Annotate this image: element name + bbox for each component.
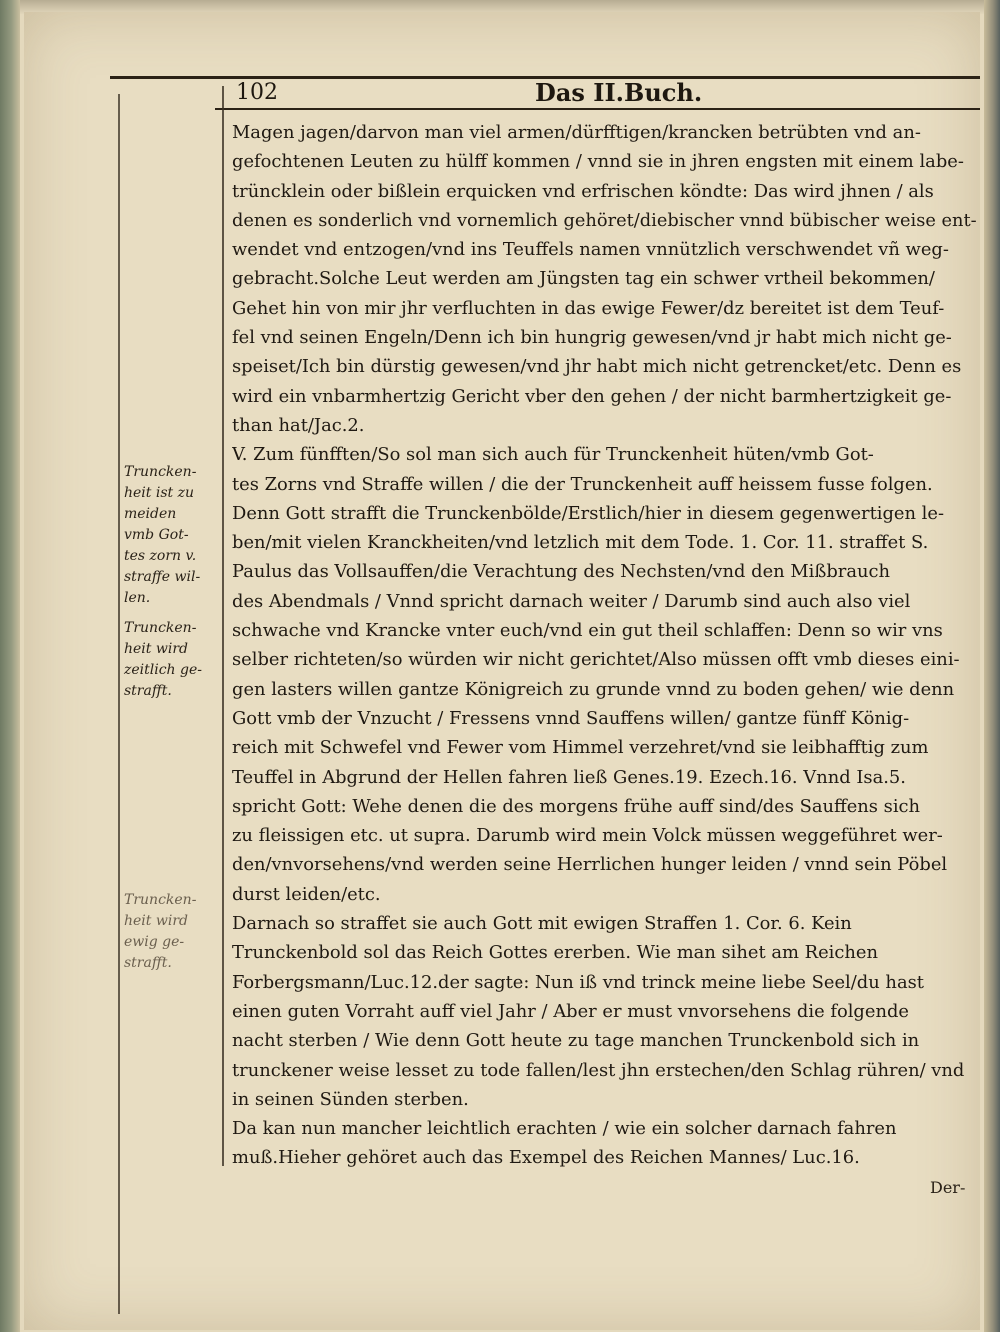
margin-note-line: strafft.: [124, 955, 172, 971]
text-line: denen es sonderlich vnd vornemlich gehöret/diebischer vnnd bübischer weise ent-: [232, 209, 977, 231]
subheader-rule: [215, 108, 980, 110]
text-line: Paulus das Vollsauffen/die Verachtung des Nechsten/vnd den Mißbrauch: [232, 561, 891, 583]
text-line: Trunckenbold sol das Reich Gottes ererben. Wie man sihet am Reichen: [232, 942, 879, 964]
text-line: zu fleissigen etc. ut supra. Darumb wird mein Volck müssen weggeführet wer-: [232, 825, 943, 847]
margin-note-line: Truncken-: [124, 892, 197, 908]
text-line: trüncklein oder bißlein erquicken vnd erfrischen köndte: Das wird jhnen / als: [232, 180, 934, 202]
margin-note-line: straffe wil-: [124, 569, 201, 585]
text-line: reich mit Schwefel vnd Fewer vom Himmel verzehret/vnd sie leibhafftig zum: [232, 737, 929, 759]
margin-note-line: strafft.: [124, 683, 172, 699]
text-line: ben/mit vielen Kranckheiten/vnd letzlich mit dem Tode. 1. Cor. 11. straffet S.: [232, 532, 929, 554]
catchword: Der-: [930, 1178, 966, 1197]
margin-rule-left: [118, 94, 120, 1314]
text-column-rule: [222, 86, 224, 1166]
text-line: than hat/Jac.2.: [232, 414, 365, 436]
text-line: den/vnvorsehens/vnd werden seine Herrlichen hunger leiden / vnnd sein Pöbel: [232, 854, 948, 876]
margin-note-line: len.: [124, 590, 151, 606]
text-line: fel vnd seinen Engeln/Denn ich bin hungrig gewesen/vnd jr habt mich nicht ge-: [232, 327, 952, 349]
book-binding-edge: [0, 0, 20, 1332]
margin-note-1: [124, 462, 200, 609]
text-line: speiset/Ich bin dürstig gewesen/vnd jhr habt mich nicht getrencket/etc. Denn es: [232, 356, 962, 378]
text-line: Teuffel in Abgrund der Hellen fahren ließ Genes.19. Ezech.16. Vnnd Isa.5.: [232, 766, 906, 788]
margin-note-line: heit wird: [124, 641, 188, 657]
text-line: Magen jagen/darvon man viel armen/dürfftigen/krancken betrübten vnd an-: [232, 122, 921, 143]
text-line: wendet vnd entzogen/vnd ins Teuffels namen vnnützlich verschwendet vñ weg-: [232, 239, 949, 261]
margin-note-2: [124, 618, 202, 702]
margin-note-line: meiden: [124, 506, 177, 522]
text-line: gebracht.Solche Leut werden am Jüngsten tag ein schwer vrtheil bekommen/: [232, 268, 935, 290]
margin-note-line: Truncken-: [124, 464, 197, 480]
text-line: selber richteten/so würden wir nicht gerichtet/Also müssen offt vmb dieses eini-: [232, 649, 960, 671]
running-head: Das II.Buch.: [535, 78, 703, 107]
margin-note-3: [124, 890, 196, 974]
text-line: des Abendmals / Vnnd spricht darnach weiter / Darumb sind auch also viel: [232, 590, 911, 612]
margin-note-line: tes zorn v.: [124, 548, 197, 564]
text-line: gen lasters willen gantze Königreich zu grunde vnnd zu boden gehen/ wie denn: [232, 678, 955, 700]
text-line: Darnach so straffet sie auch Gott mit ewigen Straffen 1. Cor. 6. Kein: [232, 913, 852, 935]
page-number: 102: [236, 80, 278, 105]
text-line: gefochtenen Leuten zu hülff kommen / vnnd sie in jhren engsten mit einem labe-: [232, 151, 964, 173]
text-line: durst leiden/etc.: [232, 883, 381, 905]
text-line: Da kan nun mancher leichtlich erachten / wie ein solcher darnach fahren: [232, 1118, 897, 1140]
text-line: tes Zorns vnd Straffe willen / die der Trunckenheit auff heissem fusse folgen.: [232, 473, 933, 495]
text-line: Gott vmb der Vnzucht / Fressens vnnd Sauffens willen/ gantze fünff König-: [232, 707, 910, 729]
text-line: in seinen Sünden sterben.: [232, 1088, 469, 1110]
text-line: muß.Hieher gehöret auch das Exempel des Reichen Mannes/ Luc.16.: [232, 1147, 860, 1169]
body-text: [232, 118, 982, 1173]
text-line: Forbergsmann/Luc.12.der sagte: Nun iß vnd trinck meine liebe Seel/du hast: [232, 971, 924, 993]
text-line: wird ein vnbarmhertzig Gericht vber den gehen / der nicht barmhertzigkeit ge-: [232, 385, 952, 407]
book-right-edge: [984, 0, 1000, 1332]
margin-note-line: vmb Got-: [124, 527, 189, 543]
margin-note-line: heit ist zu: [124, 485, 194, 501]
margin-note-line: ewig ge-: [124, 934, 185, 950]
text-line: schwache vnd Krancke vnter euch/vnd ein gut theil schlaffen: Denn so wir vns: [232, 620, 943, 642]
margin-note-line: zeitlich ge-: [124, 662, 203, 678]
margin-note-line: Truncken-: [124, 620, 197, 636]
text-line: V. Zum fünfften/So sol man sich auch für Trunckenheit hüten/vmb Got-: [232, 444, 874, 466]
text-line: trunckener weise lesset zu tode fallen/lest jhn erstechen/den Schlag rühren/ vnd: [232, 1059, 965, 1081]
text-line: Denn Gott strafft die Trunckenbölde/Erstlich/hier in diesem gegenwertigen le-: [232, 502, 945, 524]
text-line: Gehet hin von mir jhr verfluchten in das ewige Fewer/dz bereitet ist dem Teuf-: [232, 297, 945, 319]
text-line: einen guten Vorraht auff viel Jahr / Aber er must vnvorsehens die folgende: [232, 1000, 909, 1022]
margin-note-line: heit wird: [124, 913, 188, 929]
text-line: nacht sterben / Wie denn Gott heute zu tage manchen Trunckenbold sich in: [232, 1030, 920, 1052]
text-line: spricht Gott: Wehe denen die des morgens frühe auff sind/des Sauffens sich: [232, 795, 921, 817]
